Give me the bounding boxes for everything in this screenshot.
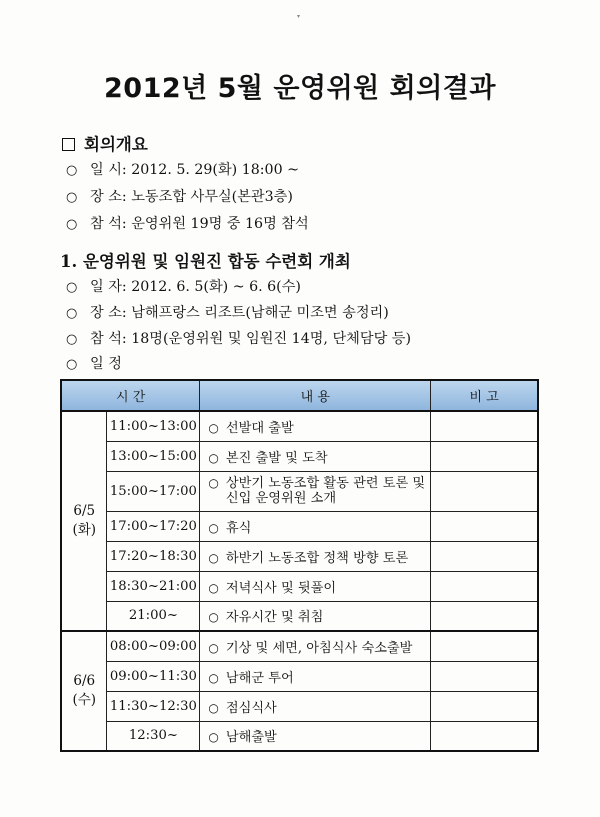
retreat-item-place	[66, 302, 389, 322]
content-cell	[200, 511, 431, 541]
time-cell: 09:00~11:30	[107, 661, 200, 691]
circle-bullet-icon: ○	[208, 610, 219, 625]
section-heading-overview	[62, 131, 148, 155]
overview-item-datetime	[66, 159, 299, 179]
circle-bullet-icon: ○	[208, 450, 219, 465]
time-cell: 15:00~17:00	[107, 471, 200, 511]
scan-mark: ▾	[297, 13, 301, 20]
circle-bullet-icon: ○	[208, 670, 219, 685]
table-row	[61, 441, 538, 471]
content-text: 선발대 출발	[225, 420, 294, 436]
time-cell: 17:00~17:20	[107, 511, 200, 541]
section-heading-retreat: 1. 운영위원 및 임원진 합동 수련회 개최	[60, 252, 351, 271]
item-label: 장 소	[90, 305, 122, 321]
overview-item-attendance	[66, 213, 309, 233]
circle-bullet-icon: ○	[208, 730, 219, 745]
day-weekday: (수)	[72, 692, 97, 708]
note-cell	[431, 541, 538, 571]
item-value: : 18명(운영위원 및 임원진 14명, 단체담당 등)	[121, 331, 412, 347]
content-cell	[200, 541, 431, 571]
circle-bullet-icon: ○	[66, 280, 78, 295]
table-row	[61, 721, 538, 751]
item-value: : 2012. 5. 29(화) 18:00 ~	[121, 162, 300, 178]
note-cell	[431, 471, 538, 511]
overview-item-place	[66, 186, 293, 206]
circle-bullet-icon: ○	[208, 520, 219, 535]
content-cell	[200, 631, 431, 661]
item-value: : 2012. 6. 5(화) ~ 6. 6(수)	[121, 279, 301, 295]
retreat-item-date	[66, 276, 301, 296]
item-label: 일 시	[90, 162, 122, 178]
table-header-row	[61, 380, 538, 411]
circle-bullet-icon: ○	[208, 420, 219, 435]
content-text: 자유시간 및 취침	[225, 610, 324, 626]
content-cell	[200, 721, 431, 751]
table-row	[61, 511, 538, 541]
time-cell: 21:00~	[107, 601, 200, 631]
circle-bullet-icon: ○	[208, 700, 219, 715]
circle-bullet-icon: ○	[208, 550, 219, 565]
item-label: 장 소	[90, 189, 122, 205]
table-row	[61, 631, 538, 661]
page-title: 2012년 5월 운영위원 회의결과	[104, 73, 496, 104]
item-label: 참 석	[90, 216, 122, 232]
time-cell: 11:30~12:30	[107, 691, 200, 721]
content-text: 휴식	[225, 520, 252, 536]
table-row	[61, 541, 538, 571]
content-cell	[200, 411, 431, 441]
section-heading-text: 회의개요	[84, 135, 148, 154]
item-value: : 운영위원 19명 중 16명 참석	[121, 216, 309, 232]
circle-bullet-icon: ○	[66, 190, 78, 205]
square-bullet-icon	[62, 138, 75, 151]
item-label: 일 자	[90, 279, 122, 295]
note-cell	[431, 511, 538, 541]
note-cell	[431, 631, 538, 661]
circle-bullet-icon: ○	[66, 163, 78, 178]
content-text: 본진 출발 및 도착	[225, 450, 328, 466]
note-cell	[431, 441, 538, 471]
content-cell	[200, 691, 431, 721]
note-cell	[431, 571, 538, 601]
header-content: 내 용	[200, 380, 431, 411]
content-text: 상반기 노동조합 활동 관련 토론 및 신입 운영위원 소개	[225, 476, 426, 506]
content-text: 점심식사	[225, 700, 277, 716]
note-cell	[431, 601, 538, 631]
retreat-item-attendance	[66, 328, 411, 348]
time-cell: 11:00~13:00	[107, 411, 200, 441]
table-row	[61, 661, 538, 691]
content-cell	[200, 441, 431, 471]
day-weekday: (화)	[72, 522, 97, 538]
item-label: 참 석	[90, 331, 122, 347]
time-cell: 18:30~21:00	[107, 571, 200, 601]
circle-bullet-icon: ○	[208, 640, 219, 655]
circle-bullet-icon: ○	[66, 357, 78, 372]
circle-bullet-icon: ○	[208, 476, 219, 490]
table-row	[61, 691, 538, 721]
header-note: 비 고	[431, 380, 538, 411]
circle-bullet-icon: ○	[208, 580, 219, 595]
content-cell	[200, 471, 431, 511]
table-row	[61, 471, 538, 511]
note-cell	[431, 691, 538, 721]
header-time: 시 간	[61, 380, 200, 411]
content-text: 기상 및 세면, 아침식사 숙소출발	[225, 640, 413, 656]
content-text: 저녁식사 및 뒷풀이	[225, 580, 337, 596]
time-cell: 12:30~	[107, 721, 200, 751]
item-label: 일 정	[90, 356, 122, 372]
item-value: : 남해프랑스 리조트(남해군 미조면 송정리)	[121, 305, 389, 321]
circle-bullet-icon: ○	[66, 217, 78, 232]
day-cell	[61, 631, 107, 751]
content-text: 남해군 투어	[225, 670, 294, 686]
day-date: 6/5	[73, 503, 96, 519]
content-text: 남해출발	[225, 730, 277, 746]
content-text: 하반기 노동조합 정책 방향 토론	[225, 550, 409, 566]
day-cell	[61, 411, 107, 631]
time-cell: 17:20~18:30	[107, 541, 200, 571]
circle-bullet-icon: ○	[66, 306, 78, 321]
content-cell	[200, 601, 431, 631]
circle-bullet-icon: ○	[66, 332, 78, 347]
table-row	[61, 411, 538, 441]
table-row	[61, 571, 538, 601]
note-cell	[431, 661, 538, 691]
note-cell	[431, 721, 538, 751]
content-cell	[200, 571, 431, 601]
time-cell: 08:00~09:00	[107, 631, 200, 661]
time-cell: 13:00~15:00	[107, 441, 200, 471]
note-cell	[431, 411, 538, 441]
day-date: 6/6	[73, 673, 96, 689]
schedule-table	[60, 379, 539, 752]
retreat-item-schedule	[66, 353, 122, 373]
content-cell	[200, 661, 431, 691]
table-row	[61, 601, 538, 631]
item-value: : 노동조합 사무실(본관3층)	[121, 189, 293, 205]
